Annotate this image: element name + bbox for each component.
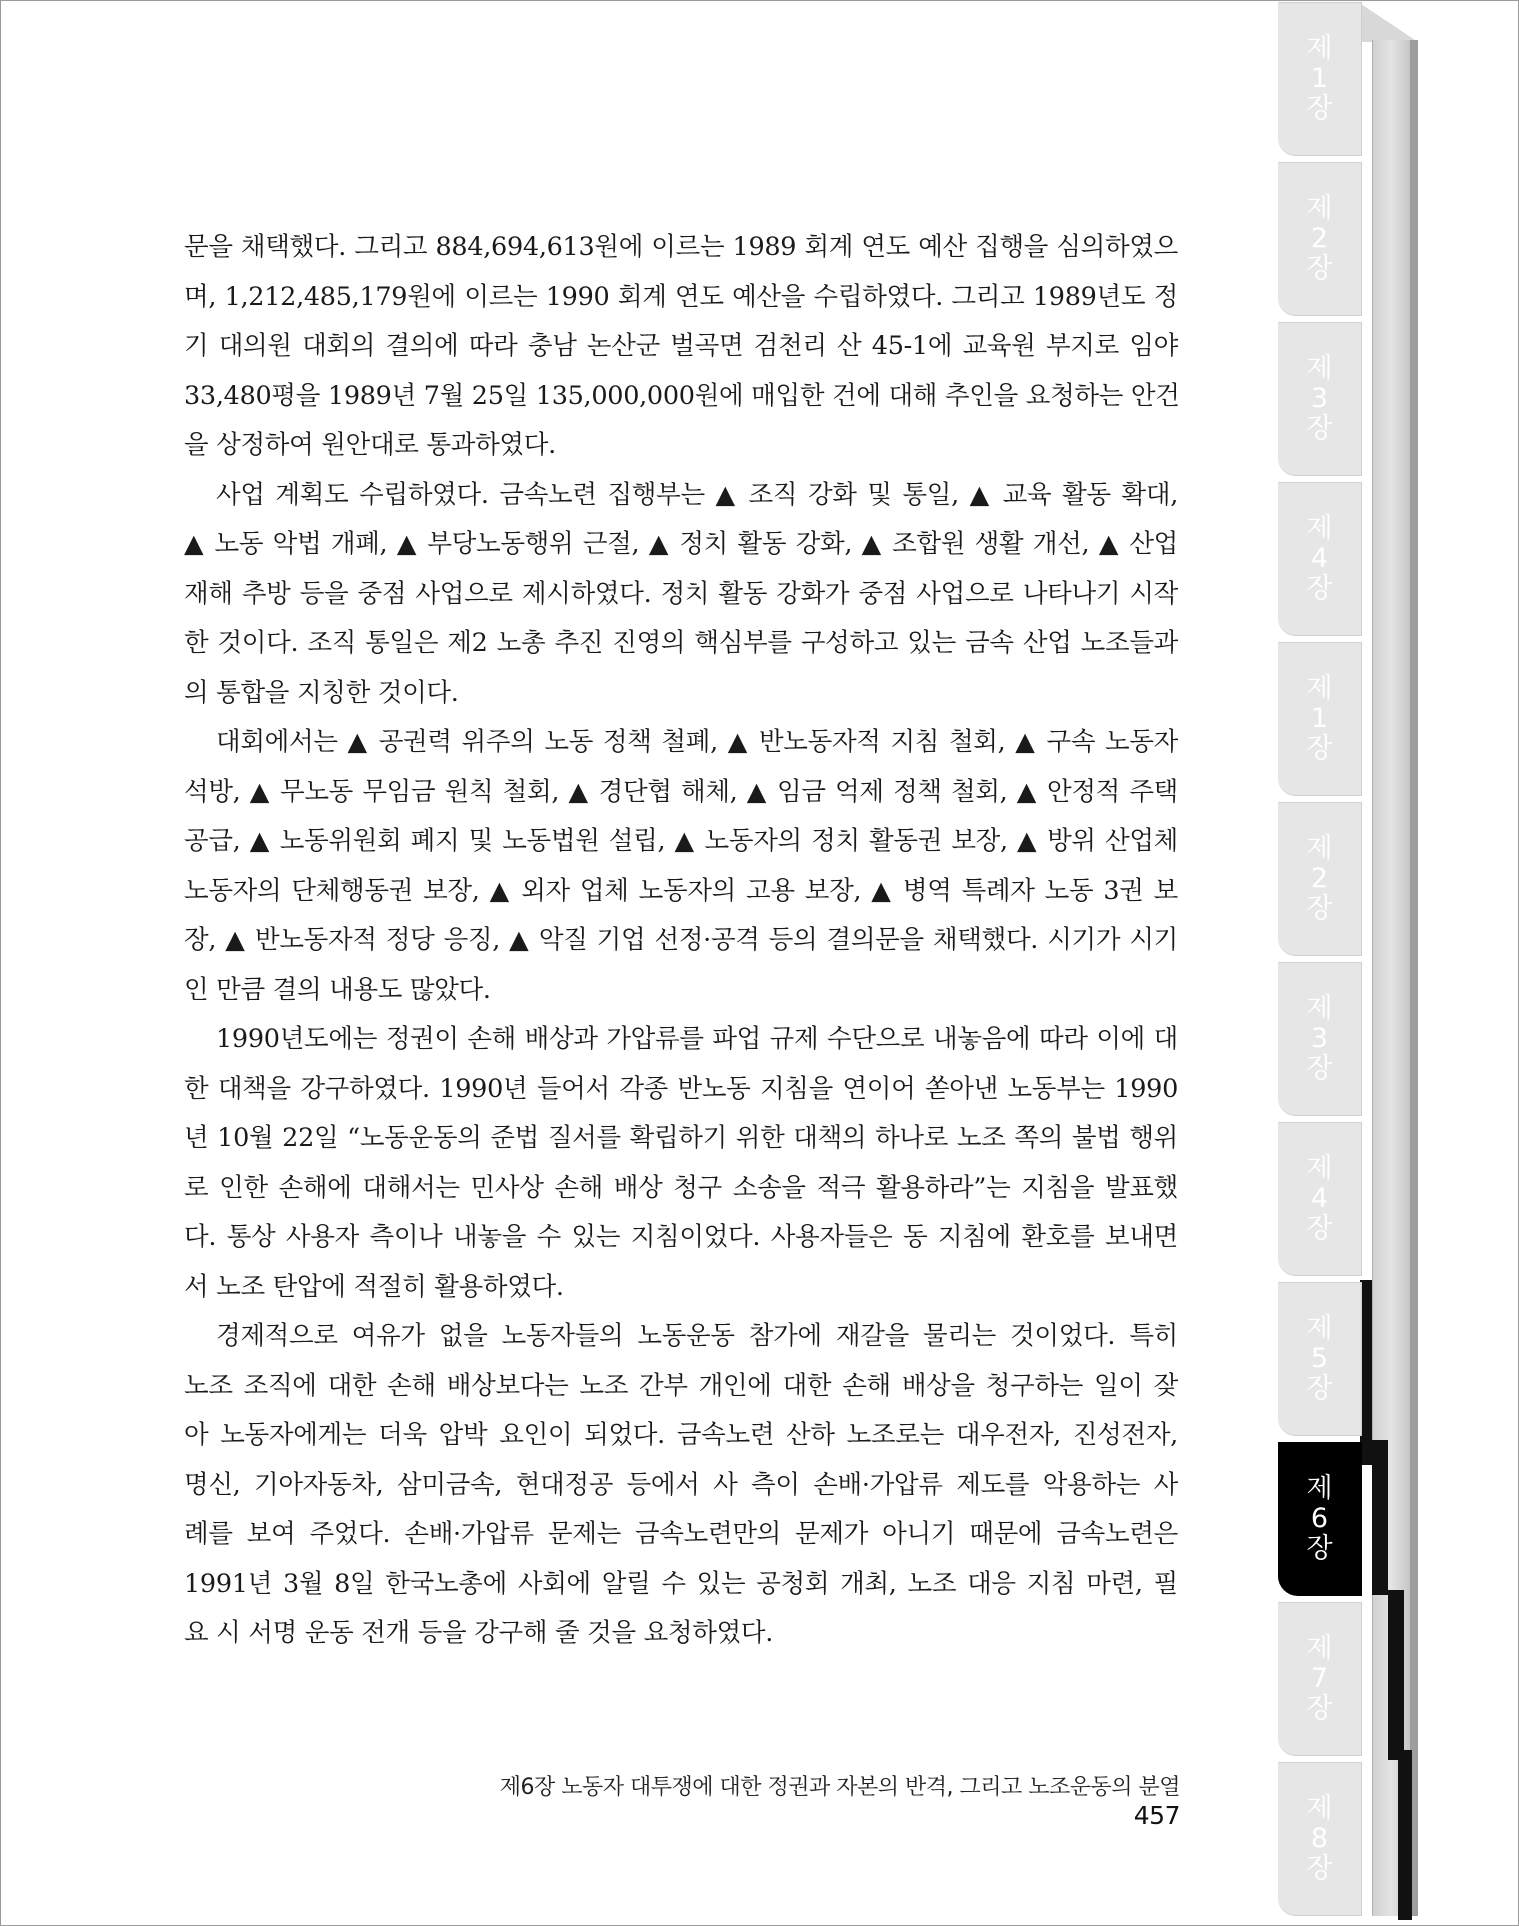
chapter-tab-label: 장	[1306, 253, 1333, 284]
chapter-tab-label: 장	[1306, 413, 1333, 444]
chapter-tab-label: 제	[1306, 673, 1333, 704]
chapter-tab-label: 2	[1310, 223, 1329, 254]
text-line: 로 인한 손해에 대해서는 민사상 손해 배상 청구 소송을 적극 활용하라”는 지침을 발표했	[184, 1172, 1179, 1203]
text-line: 장, ▲ 반노동자적 정당 응징, ▲ 악질 기업 선정·공격 등의 결의문을 채택했다. 시기가 시기	[184, 925, 1178, 955]
text-line: ▲ 노동 악법 개폐, ▲ 부당노동행위 근절, ▲ 정치 활동 강화, ▲ 조합원 생활 개선, ▲ 산업	[184, 529, 1178, 559]
text-line: 한 것이다. 조직 통일은 제2 노총 추진 진영의 핵심부를 구성하고 있는 금속 산업 노조들과	[184, 628, 1178, 658]
paragraph	[184, 1015, 1178, 1312]
chapter-tab-label: 장	[1306, 1213, 1333, 1244]
chapter-tab-label: 4	[1310, 543, 1329, 574]
text-line: 서 노조 탄압에 적절히 활용하였다.	[184, 1271, 564, 1302]
text-line: 재해 추방 등을 중점 사업으로 제시하였다. 정치 활동 강화가 중점 사업으로 나타나기 시작	[184, 578, 1178, 609]
text-line: 한 대책을 강구하였다. 1990년 들어서 각종 반노동 지침을 연이어 쏟아낸 노동부는 1990	[184, 1073, 1178, 1104]
text-line: 년 10월 22일 “노동운동의 준법 질서를 확립하기 위한 대책의 하나로 노조 쪽의 불법 행위	[184, 1123, 1178, 1153]
text-line: 경제적으로 여유가 없을 노동자들의 노동운동 참가에 재갈을 물리는 것이었다. 특히	[216, 1321, 1178, 1351]
text-line: 문을 채택했다. 그리고 884,694,613원에 이르는 1989 회계 연도 예산 집행을 심의하였으	[184, 232, 1178, 262]
chapter-tab-label: 1	[1310, 63, 1329, 94]
chapter-tab-label: 제	[1306, 1153, 1333, 1184]
chapter-tab[interactable]	[1278, 162, 1362, 316]
text-line: 례를 보여 주었다. 손배·가압류 문제는 금속노련만의 문제가 아니기 때문에 금속노련은	[184, 1519, 1178, 1549]
text-line: 의 통합을 지칭한 것이다.	[184, 677, 459, 708]
paragraph	[184, 1312, 1178, 1659]
chapter-tab[interactable]	[1278, 802, 1362, 956]
chapter-tab-label: 제	[1306, 833, 1333, 864]
chapter-tab-label: 장	[1306, 1533, 1333, 1564]
chapter-tab-label: 제	[1306, 1313, 1333, 1344]
text-line: 을 상정하여 원안대로 통과하였다.	[184, 430, 556, 460]
paragraph	[184, 223, 1178, 471]
chapter-tab[interactable]	[1278, 482, 1362, 636]
chapter-tab-label: 제	[1306, 353, 1333, 384]
text-line: 기 대의원 대회의 결의에 따라 충남 논산군 벌곡면 검천리 산 45-1에 교육원 부지로 임야	[184, 331, 1178, 361]
text-line: 아 노동자에게는 더욱 압박 요인이 되었다. 금속노련 산하 노조로는 대우전자, 진성전자,	[184, 1420, 1178, 1450]
chapter-tab[interactable]	[1278, 1122, 1362, 1276]
chapter-tab-label: 장	[1306, 1853, 1333, 1884]
text-line: 요 시 서명 운동 전개 등을 강구해 줄 것을 요청하였다.	[184, 1618, 774, 1648]
chapter-tab-label: 3	[1310, 383, 1329, 414]
chapter-tab-label: 5	[1310, 1343, 1329, 1374]
page-edge-marker	[1388, 1590, 1404, 1760]
chapter-tab[interactable]	[1278, 1602, 1362, 1756]
chapter-tab-label: 제	[1306, 33, 1333, 64]
text-line: 1991년 3월 8일 한국노총에 사회에 알릴 수 있는 공청회 개최, 노조 대응 지침 마련, 필	[184, 1568, 1178, 1599]
page-edge-marker	[1398, 1750, 1412, 1920]
chapter-tab-label: 장	[1306, 1053, 1333, 1084]
chapter-tab-label: 장	[1306, 893, 1333, 924]
text-line: 공급, ▲ 노동위원회 폐지 및 노동법원 설립, ▲ 노동자의 정치 활동권 보장, ▲ 방위 산업체	[184, 826, 1178, 856]
chapter-tab-label: 제	[1306, 993, 1333, 1024]
chapter-tab-label: 6	[1310, 1503, 1329, 1534]
chapter-tab[interactable]	[1278, 1762, 1362, 1916]
text-line: 며, 1,212,485,179원에 이르는 1990 회계 연도 예산을 수립하였다. 그리고 1989년도 정	[184, 281, 1178, 312]
page-edge-top	[1358, 2, 1418, 42]
chapter-tab-label: 제	[1306, 1633, 1333, 1664]
chapter-tab-label: 제	[1306, 193, 1333, 224]
body-text	[184, 223, 1178, 1659]
page-edge-marker	[1372, 1440, 1388, 1595]
chapter-tab-label: 제	[1306, 1793, 1333, 1824]
text-line: 33,480평을 1989년 7월 25일 135,000,000원에 매입한 건에 대해 추인을 요청하는 안건	[184, 380, 1180, 411]
chapter-tab[interactable]	[1278, 2, 1362, 156]
text-line: 다. 통상 사용자 측이나 내놓을 수 있는 지침이었다. 사용자들은 동 지침에 환호를 보내면	[184, 1222, 1178, 1252]
chapter-tab[interactable]	[1278, 642, 1362, 796]
chapter-tab-label: 제	[1306, 1473, 1333, 1504]
text-line: 명신, 기아자동차, 삼미금속, 현대정공 등에서 사 측이 손배·가압류 제도를 악용하는 사	[184, 1469, 1178, 1500]
page-footer	[450, 1770, 1180, 1830]
chapter-tab-label: 장	[1306, 573, 1333, 604]
text-line: 노조 조직에 대한 손해 배상보다는 노조 간부 개인에 대한 손해 배상을 청구하는 일이 잦	[184, 1370, 1178, 1401]
text-line: 노동자의 단체행동권 보장, ▲ 외자 업체 노동자의 고용 보장, ▲ 병역 특례자 노동 3권 보	[184, 875, 1178, 906]
page-number: 457	[1133, 1801, 1180, 1830]
chapter-tab-label: 7	[1310, 1663, 1329, 1694]
paragraph	[184, 718, 1178, 1015]
chapter-tab-label: 1	[1310, 703, 1329, 734]
text-line: 석방, ▲ 무노동 무임금 원칙 철회, ▲ 경단협 해체, ▲ 임금 억제 정책 철회, ▲ 안정적 주택	[184, 776, 1178, 807]
paragraph	[184, 471, 1178, 719]
chapter-tab[interactable]	[1278, 962, 1362, 1116]
chapter-tab-label: 제	[1306, 513, 1333, 544]
chapter-tab-label: 3	[1310, 1023, 1329, 1054]
chapter-tab-label: 장	[1306, 1693, 1333, 1724]
text-line: 대회에서는 ▲ 공권력 위주의 노동 정책 철폐, ▲ 반노동자적 지침 철회, ▲ 구속 노동자	[216, 727, 1178, 757]
chapter-tab-label: 장	[1306, 733, 1333, 764]
chapter-tab-label: 4	[1310, 1183, 1329, 1214]
chapter-tab-label: 2	[1310, 863, 1329, 894]
chapter-tab[interactable]	[1278, 1282, 1362, 1436]
chapter-tab-label: 장	[1306, 93, 1333, 124]
running-title: 제6장 노동자 대투쟁에 대한 정권과 자본의 반격, 그리고 노조운동의 분열	[499, 1775, 1180, 1800]
text-line: 사업 계획도 수립하였다. 금속노련 집행부는 ▲ 조직 강화 및 통일, ▲ 교육 활동 확대,	[216, 479, 1178, 510]
chapter-tab[interactable]	[1278, 322, 1362, 476]
text-line: 1990년도에는 정권이 손해 배상과 가압류를 파업 규제 수단으로 내놓음에 따라 이에 대	[216, 1024, 1178, 1054]
chapter-tab-label: 8	[1310, 1823, 1329, 1854]
page-edge-shadow	[1410, 40, 1418, 1916]
chapter-tab-label: 장	[1306, 1373, 1333, 1404]
text-line: 인 만큼 결의 내용도 많았다.	[184, 974, 491, 1005]
chapter-tab-active[interactable]	[1278, 1442, 1362, 1596]
